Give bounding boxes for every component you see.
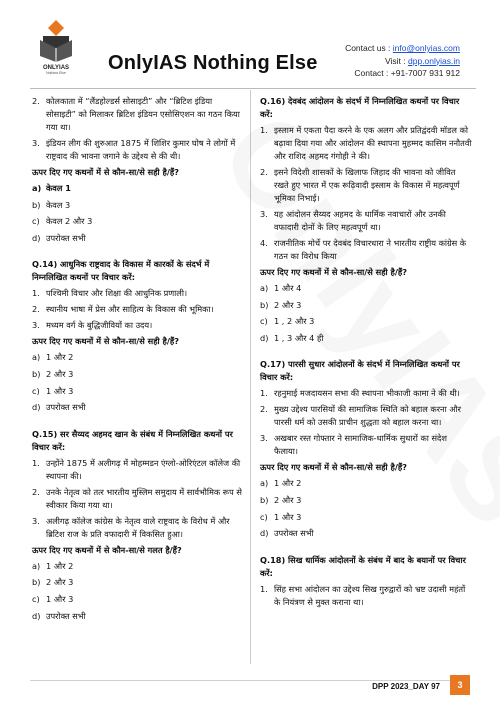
- option-d[interactable]: [32, 401, 244, 414]
- option-text: 1 और 2: [274, 478, 302, 489]
- option-c[interactable]: [32, 385, 244, 398]
- option-c[interactable]: [32, 215, 244, 228]
- option-text: उपरोक्त सभी: [46, 232, 86, 243]
- statement-item: [260, 403, 472, 429]
- option-label: d): [32, 402, 41, 413]
- option-d[interactable]: [260, 332, 472, 345]
- statement-text: कोलकाता में “लैंडहोल्डर्स सोसाइटी” और “ब्रिटिश इंडिया सोसाइटी” को मिलाकर ब्रिटिश इंडियन एसोसिएशन का गठन किया गया था।: [46, 96, 240, 132]
- right-column: [260, 95, 472, 612]
- option-text: 1 और 3: [46, 593, 74, 604]
- contact-block: [345, 42, 460, 80]
- statement-number: 2.: [32, 486, 40, 497]
- option-label: d): [260, 528, 269, 539]
- option-label: b): [32, 577, 41, 588]
- visit-url-link[interactable]: dpp.onlyias.in: [408, 55, 460, 66]
- statement-number: 1.: [260, 125, 268, 135]
- contact-email-link[interactable]: info@onlyias.com: [392, 43, 460, 53]
- question-heading: Q.18) सिख धार्मिक आंदोलनों के संबंध में बाद के बयानों पर विचार करें:: [260, 554, 466, 578]
- option-label: c): [32, 216, 40, 227]
- statement-number: 3.: [32, 515, 40, 526]
- footer-label: DPP 2023_DAY 97: [372, 682, 440, 691]
- option-text: उपरोक्त सभी: [274, 528, 314, 539]
- statement-number: 1.: [260, 583, 268, 594]
- option-label: a): [32, 560, 41, 571]
- contact-phone: Contact : +91-7007 931 912: [354, 68, 460, 78]
- option-label: d): [32, 610, 41, 621]
- statement-item: [260, 208, 472, 234]
- option-label: b): [32, 199, 41, 210]
- option-c[interactable]: [260, 315, 472, 328]
- option-b[interactable]: [32, 576, 244, 589]
- left-column: [32, 95, 244, 626]
- statement-item: [32, 457, 244, 483]
- statement-number: 2.: [32, 96, 40, 106]
- statement-item: [32, 515, 244, 541]
- statement-text: राजनीतिक मोर्चे पर देवबंद विचारधारा ने भारतीय राष्ट्रीय कांग्रेस के गठन का विरोध किया: [274, 238, 467, 261]
- onlyias-logo-icon: [34, 18, 78, 74]
- statement-text: इस्लाम में एकता पैदा करने के एक अलग और प्रतिद्वंदवी मॉडल को बढ़ावा दिया गया और आंदोलन की स्थापना मुहम्मद कासिम ननौतवी और राशिद अहमद गंगोही ने की।: [274, 125, 472, 161]
- statement-text: इंडियन लीग की शुरुआत 1875 में शिशिर कुमार घोष ने लोगों में राष्ट्रवाद की भावना जगाने के उद्देश्य से की थी।: [46, 138, 236, 161]
- footer-divider: [30, 680, 470, 681]
- statement-text: अलीगढ़ कॉलेज कांग्रेस के नेतृत्व वाले राष्ट्रवाद के विरोध में और ब्रिटिश राज के प्रति वफादारी में विकसित हुआ।: [46, 515, 230, 539]
- option-label: a): [260, 478, 269, 489]
- statement-number: 4.: [260, 238, 268, 248]
- question-18: [260, 554, 472, 609]
- q13-continued: [32, 95, 244, 245]
- page-header: [0, 0, 500, 86]
- option-text: केवल 1: [46, 183, 71, 193]
- statement-number: 3.: [260, 209, 268, 219]
- option-d[interactable]: [260, 527, 472, 540]
- option-label: a): [32, 352, 41, 363]
- option-text: 1 , 2 और 3: [274, 316, 315, 327]
- statement-item: [32, 95, 244, 134]
- statement-item: [260, 432, 472, 458]
- option-text: उपरोक्त सभी: [46, 610, 86, 621]
- option-b[interactable]: [260, 299, 472, 312]
- statement-text: उनके नेतृत्व को तत्‍र भारतीय मुस्लिम समुदाय में सार्वभौमिक रूप से स्वीकार किया गया था।: [46, 486, 242, 510]
- header-divider: [30, 88, 476, 89]
- option-c[interactable]: [260, 511, 472, 524]
- option-a[interactable]: [32, 182, 244, 195]
- option-label: a): [32, 183, 42, 193]
- option-label: c): [260, 316, 268, 327]
- statement-item: [260, 237, 472, 263]
- statement-text: स्थानीय भाषा में प्रेस और साहित्य के विकास की भूमिका।: [46, 304, 214, 315]
- option-label: c): [32, 385, 40, 396]
- statement-item: [32, 486, 244, 512]
- option-text: केवल 3: [46, 199, 71, 210]
- question-prompt: ऊपर दिए गए कथनों में से कौन-सा/से सही है/हैं?: [260, 267, 407, 277]
- option-label: b): [32, 368, 41, 379]
- option-text: 1 और 3: [46, 385, 74, 396]
- visit-label: Visit :: [385, 55, 409, 66]
- statement-text: इसने विदेशी शासकों के खिलाफ जिहाद की भावना को जीवित रखते हुए भारत में एक रूढ़िवादी इस्लाम के विकास में महत्वपूर्ण भूमिका निभाई।: [274, 167, 460, 203]
- question-heading: Q.15) सर सैय्यद अहमद खान के संबंध में निम्नलिखित कथनों पर विचार करें:: [32, 428, 233, 452]
- statement-number: 2.: [260, 404, 268, 415]
- option-a[interactable]: [32, 560, 244, 573]
- statement-item: [32, 319, 244, 332]
- question-17: [260, 358, 472, 540]
- statement-item: [260, 583, 472, 609]
- statement-number: 1.: [32, 457, 40, 468]
- statement-text: मध्यम वर्ग के बुद्धिजीवियों का उदय।: [46, 320, 153, 331]
- option-a[interactable]: [260, 282, 472, 295]
- option-text: 2 और 3: [46, 368, 74, 379]
- question-14: [32, 258, 244, 414]
- statement-number: 2.: [32, 304, 40, 315]
- brand-title: OnlyIAS Nothing Else: [108, 52, 318, 74]
- question-16: [260, 95, 472, 345]
- statement-text: उन्होंने 1875 में अलीगढ़ में मोहम्मडन एंग्लो-ओरिएंटल कॉलेज की स्थापना की।: [46, 457, 241, 481]
- statement-item: [32, 137, 244, 163]
- logo-subtext: Nothing Else: [46, 71, 66, 74]
- option-text: 1 और 4: [274, 283, 302, 293]
- contact-us-label: Contact us :: [345, 43, 393, 53]
- option-a[interactable]: [260, 477, 472, 490]
- option-text: 1 और 3: [274, 511, 302, 522]
- question-prompt: ऊपर दिए गए कथनों में से कौन-सा/से सही है/हैं?: [32, 167, 179, 177]
- statement-item: [32, 303, 244, 316]
- option-text: केवल 2 और 3: [46, 216, 93, 227]
- question-heading: Q.14) आधुनिक राष्ट्रवाद के विकास में कारकों के संदर्भ में निम्नलिखित कथनों पर विचार करें:: [32, 259, 210, 283]
- option-text: 1 और 2: [46, 560, 74, 571]
- statement-number: 2.: [260, 167, 268, 177]
- option-label: c): [260, 511, 268, 522]
- statement-text: पश्चिमी विचार और शिक्षा की आधुनिक प्रणाली।: [46, 288, 188, 299]
- question-prompt: ऊपर दिए गए कथनों में से कौन-सा/से सही है/हैं?: [260, 462, 407, 473]
- statement-text: यह आंदोलन सैय्यद अहमद के धार्मिक नवाचारों और उनकी वफादारी दोनों के लिए महत्वपूर्ण था।: [274, 209, 446, 232]
- statement-text: रहनुमाई मजदायसन सभा की स्थापना भीकाजी कामा ने की थी।: [274, 388, 460, 399]
- statement-item: [260, 166, 472, 205]
- statement-item: [32, 287, 244, 300]
- option-b[interactable]: [32, 199, 244, 212]
- option-label: b): [260, 299, 269, 310]
- option-label: a): [260, 283, 269, 293]
- statement-number: 3.: [32, 138, 40, 148]
- statement-number: 1.: [260, 388, 268, 399]
- option-label: d): [260, 332, 269, 343]
- option-label: c): [32, 593, 40, 604]
- option-text: 1 , 3 और 4 ही: [274, 332, 324, 343]
- statement-text: अखबार रस्त गोफ्तार ने सामाजिक-धार्मिक सुधारों का संदेश फैलाया।: [274, 433, 447, 457]
- option-text: 2 और 3: [274, 299, 302, 310]
- logo-text: ONLYIAS: [42, 65, 70, 71]
- statement-number: 1.: [32, 288, 40, 299]
- option-d[interactable]: [32, 610, 244, 623]
- option-a[interactable]: [32, 351, 244, 364]
- option-d[interactable]: [32, 232, 244, 245]
- question-prompt: ऊपर दिए गए कथनों में से कौन-सा/से गलत है/हैं?: [32, 544, 182, 555]
- question-heading: Q.17) पारसी सुधार आंदोलनों के संदर्भ में निम्नलिखित कथनों पर विचार करें:: [260, 359, 460, 383]
- statement-item: [260, 387, 472, 400]
- statement-item: [260, 124, 472, 163]
- statement-number: 3.: [260, 433, 268, 444]
- option-b[interactable]: [32, 368, 244, 381]
- option-label: b): [260, 494, 269, 505]
- option-label: d): [32, 232, 41, 243]
- question-heading: Q.16) देवबंद आंदोलन के संदर्भ में निम्नलिखित कथनों पर विचार करें:: [260, 96, 460, 119]
- statement-text: सिंह सभा आंदोलन का उद्देश्य सिख गुरुद्वारों को भ्रष्ट उदासी महंतों के नियंत्रण से मुक्त कराना था।: [274, 583, 466, 607]
- option-text: 2 और 3: [274, 494, 302, 505]
- option-c[interactable]: [32, 593, 244, 606]
- statement-text: मुख्य उद्देश्य पारसियों की सामाजिक स्थिति को बहाल करना और पारसी धर्म को उसकी प्राचीन शुद्धता को बहाल करना था।: [274, 404, 462, 428]
- column-divider: [250, 90, 251, 664]
- option-b[interactable]: [260, 494, 472, 507]
- option-text: 1 और 2: [46, 352, 74, 363]
- page-number: 3: [450, 675, 470, 695]
- option-text: 2 और 3: [46, 577, 74, 588]
- question-15: [32, 428, 244, 623]
- question-prompt: ऊपर दिए गए कथनों में से कौन-सा/से सही है/हैं?: [32, 336, 179, 347]
- option-text: उपरोक्त सभी: [46, 402, 86, 413]
- statement-number: 3.: [32, 320, 40, 331]
